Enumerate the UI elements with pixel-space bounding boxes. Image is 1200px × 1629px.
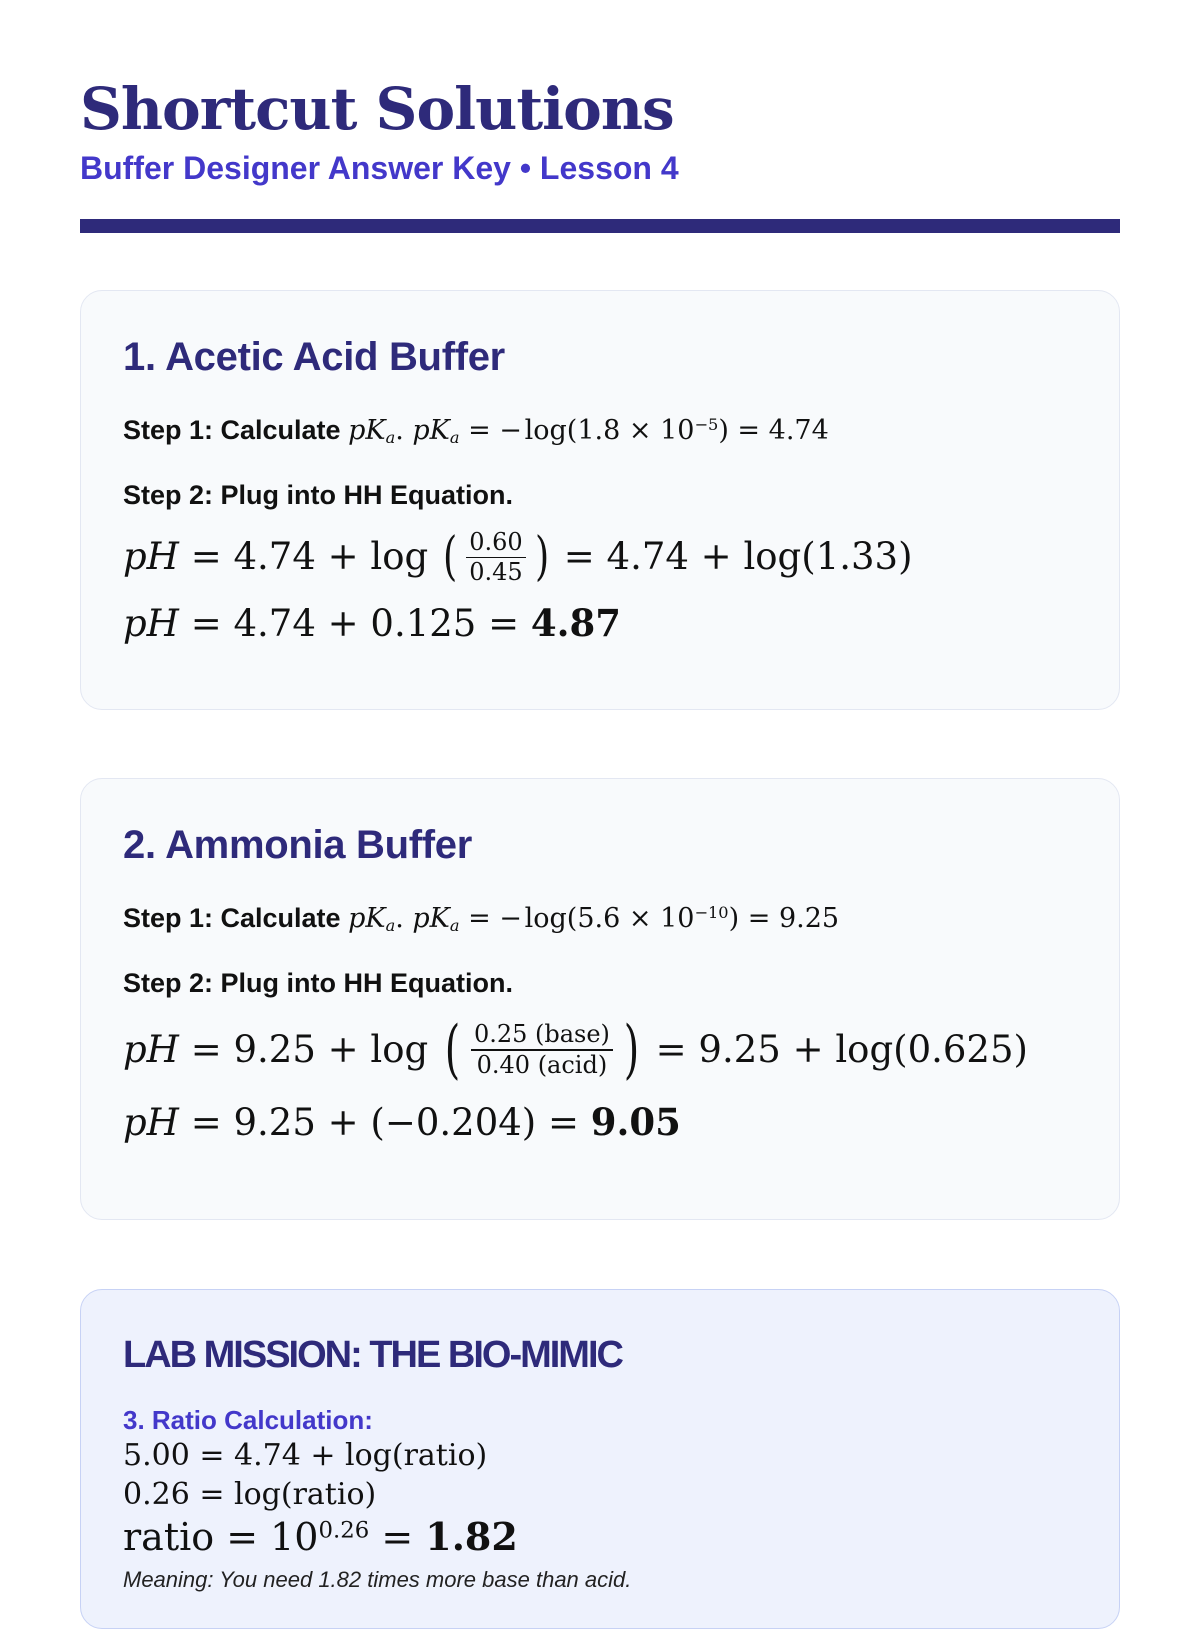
ph-result-equation: pH = 9.25 + (−0.204) = 9.05: [123, 1099, 681, 1144]
ka-value: 1.8: [577, 415, 621, 446]
ph-result-equation: pH = 4.74 + 0.125 = 4.87: [123, 600, 621, 645]
step2-label: Step 2: Plug into HH Equation.: [123, 480, 513, 511]
page-subtitle: Buffer Designer Answer Key • Lesson 4: [80, 150, 679, 186]
page-title: Shortcut Solutions: [80, 75, 674, 143]
ratio-exponent: 0.26: [318, 1517, 370, 1544]
step1-label: Step 1: Calculate: [123, 415, 341, 445]
ratio-result-line: ratio = $10^{0.26} = 1.82$: [123, 1514, 518, 1559]
fraction-denominator: 0.40 (acid): [476, 1050, 608, 1079]
ratio-calculation-label: 3. Ratio Calculation:: [123, 1405, 373, 1435]
mission-title: LAB MISSION: THE BIO-MIMIC: [123, 1334, 622, 1376]
ka-exponent: −5: [694, 415, 719, 435]
concentration-fraction: [471, 1020, 613, 1079]
ratio-answer: 1.82: [425, 1514, 518, 1559]
problem-title: 2. Ammonia Buffer: [123, 823, 473, 867]
problem-title: 1. Acetic Acid Buffer: [123, 335, 505, 379]
ka-value: 5.6: [577, 903, 621, 934]
ratio-meaning-note: Meaning: You need 1.82 times more base than acid.: [123, 1566, 632, 1592]
ratio-value: 0.625: [907, 1027, 1014, 1071]
fraction-denominator: 0.45: [469, 558, 523, 587]
step2-line: [123, 967, 1077, 999]
hh-equation: pH = 9.25 + log ( $\frac{\text{0.25 (base)}}{\text{0.40 (acid)}}$ ) = 9.25 + log(0.625): [123, 1012, 1028, 1087]
ratio-line-2: 0.26 = log(ratio): [123, 1477, 377, 1512]
fraction-numerator: 0.60: [469, 527, 523, 556]
problem-card-acetic-acid: [80, 290, 1120, 710]
ph-answer: 9.05: [590, 1099, 681, 1144]
ratio-value: 1.33: [815, 535, 899, 579]
step2-label: Step 2: Plug into HH Equation.: [123, 968, 513, 999]
problem-card-ammonia: [80, 778, 1120, 1220]
fraction-numerator: 0.25 (base): [473, 1020, 610, 1049]
log-value: −0.204: [384, 1100, 522, 1144]
pka-result: 4.74: [768, 415, 829, 446]
header-divider: [80, 219, 1120, 233]
log-value: 0.125: [370, 601, 477, 645]
step1-line: Step 1: Calculate $pK_a$. $pK_a$ = − $\log(5.6 \times 10^{-10}) = 9.25$: [123, 903, 840, 936]
step2-line: [123, 479, 1077, 511]
ka-exponent: −10: [694, 903, 729, 923]
hh-equation: pH = 4.74 + log ( $\frac{0.60}{0.45}$ ) = 4.74 + log(1.33): [123, 527, 913, 588]
ph-answer: 4.87: [530, 600, 621, 645]
lab-mission-card: [80, 1289, 1120, 1629]
ratio-line-1: 5.00 = 4.74 + log(ratio): [123, 1438, 488, 1473]
step1-label: Step 1: Calculate: [123, 903, 341, 933]
pka-result: 9.25: [778, 903, 840, 934]
step1-line: Step 1: Calculate $pK_a$. $pK_a$ = − $\log(1.8 \times 10^{-5}) = 4.74$: [123, 415, 829, 448]
concentration-fraction: [466, 528, 525, 587]
